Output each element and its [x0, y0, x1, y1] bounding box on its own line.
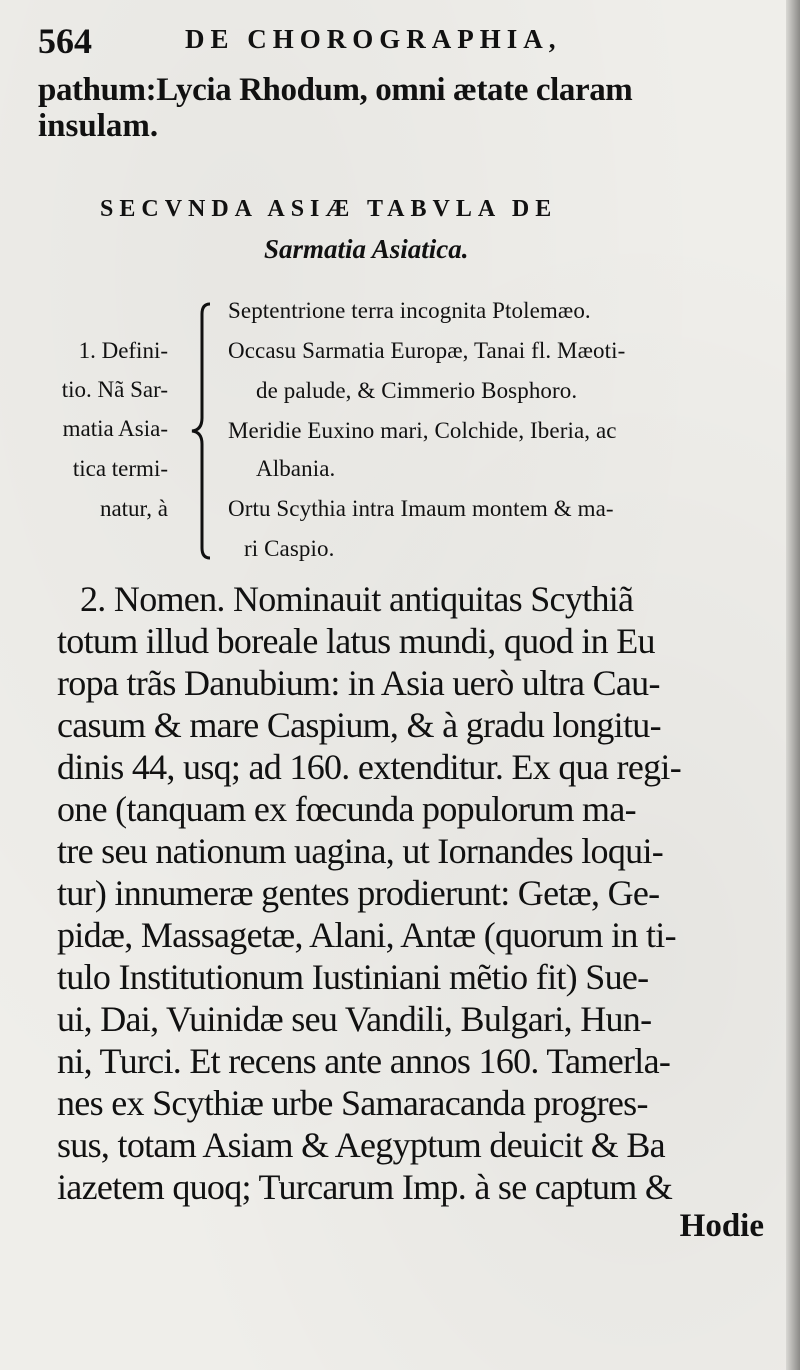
paragraph-line: ropa trãs Danubium: in Asia uerò ultra Cau-	[57, 663, 660, 703]
definition-item-line: Occasu Sarmatia Europæ, Tanai fl. Mæoti-	[228, 338, 626, 363]
definition-label-line: natur, à	[99, 496, 168, 521]
curly-brace	[188, 300, 212, 562]
paragraph-line: 2. Nomen. Nominauit antiquitas Scythiã	[80, 579, 634, 619]
definition-label-line: matia Asia-	[62, 416, 168, 441]
definition-item-line: Albania.	[256, 456, 336, 481]
page-gutter-shadow	[786, 0, 800, 1370]
page-number: 564	[38, 21, 92, 61]
paragraph-line: dinis 44, usq; ad 160. extenditur. Ex qua regi-	[57, 747, 681, 787]
paragraph-line: casum & mare Caspium, & à gradu longitu-	[57, 705, 661, 745]
paragraph-line: tulo Institutionum Iustiniani mẽtio fit) Sue-	[57, 957, 649, 997]
definition-item-line: Ortu Scythia intra Imaum montem & ma-	[228, 496, 614, 521]
paragraph-line: iazetem quoq; Turcarum Imp. à se captum &	[57, 1167, 673, 1207]
definition-item-line: Meridie Euxino mari, Colchide, Iberia, ac	[228, 418, 617, 443]
paragraph-line: sus, totam Asiam & Aegyptum deuicit & Ba	[57, 1125, 665, 1165]
definition-label-line: tio. Nã Sar-	[61, 377, 168, 402]
paragraph-line: ni, Turci. Et recens ante annos 160. Tamerla-	[57, 1041, 671, 1081]
definition-label-line: tica termi-	[72, 456, 168, 481]
section-title: SECVNDA ASIÆ TABVLA DE	[100, 196, 558, 222]
catchword: Hodie	[679, 1208, 764, 1244]
definition-item-line: ri Caspio.	[244, 536, 335, 561]
paragraph-line: one (tanquam ex fœcunda populorum ma-	[57, 789, 636, 829]
text-line: insulam.	[38, 108, 159, 144]
definition-label-line: 1. Defini-	[78, 338, 168, 363]
paragraph-line: ui, Dai, Vuinidæ seu Vandili, Bulgari, Hun-	[57, 999, 652, 1039]
text-line: pathum:Lycia Rhodum, omni ætate claram	[38, 72, 633, 108]
paragraph-line: pidæ, Massagetæ, Alani, Antæ (quorum in ti-	[57, 915, 676, 955]
paragraph-line: totum illud boreale latus mundi, quod in Eu	[57, 621, 655, 661]
section-subtitle: Sarmatia Asiatica.	[264, 234, 469, 264]
definition-item-line: Septentrione terra incognita Ptolemæo.	[228, 298, 591, 323]
definition-item-line: de palude, & Cimmerio Bosphoro.	[256, 378, 578, 403]
paragraph-line: tre seu nationum uagina, ut Iornandes loqui-	[57, 831, 664, 871]
paragraph-line: tur) innumeræ gentes prodierunt: Getæ, Ge-	[57, 873, 660, 913]
paragraph-line: nes ex Scythiæ urbe Samaracanda progres-	[57, 1083, 648, 1123]
running-head: DE CHOROGRAPHIA,	[185, 24, 562, 54]
